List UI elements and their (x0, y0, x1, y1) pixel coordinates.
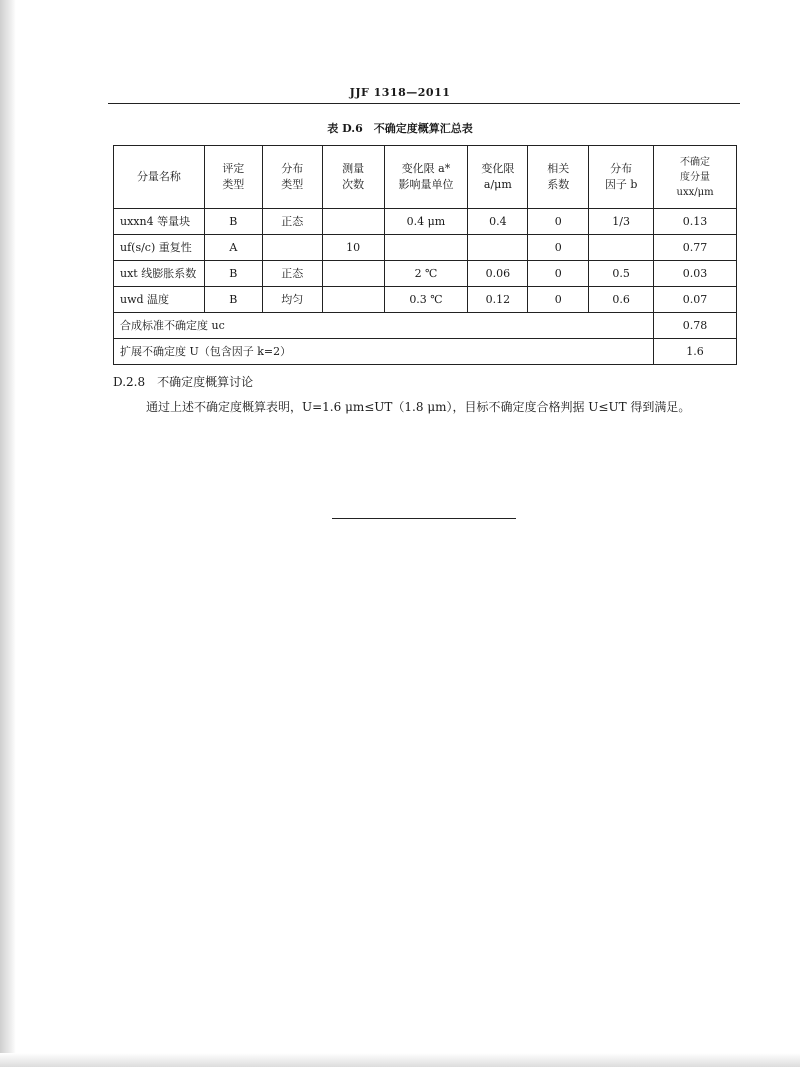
table-row (114, 235, 737, 261)
uncertainty-summary-table (113, 145, 737, 365)
cell-measurement-count (322, 287, 384, 313)
section-heading: D.2.8 不确定度概算讨论 (113, 375, 254, 389)
cell-distribution-type: 正态 (262, 261, 322, 287)
cell-variation-limit-um: 0.12 (468, 287, 528, 313)
cell-uncertainty-value: 0.77 (654, 235, 737, 261)
cell-distribution-type (262, 235, 322, 261)
cell-variation-limit-unit: 0.3 ℃ (384, 287, 468, 313)
table-caption: 表 D.6 不确定度概算汇总表 (327, 122, 473, 135)
cell-measurement-count (322, 209, 384, 235)
cell-measurement-count: 10 (322, 235, 384, 261)
cell-component-name: uxt 线膨胀系数 (114, 261, 205, 287)
cell-uncertainty-value: 0.03 (654, 261, 737, 287)
cell-distribution-factor: 0.5 (589, 261, 654, 287)
cell-distribution-type: 均匀 (262, 287, 322, 313)
header-component-name: 分量名称 (114, 146, 205, 209)
cell-measurement-count (322, 261, 384, 287)
scan-shadow-left (0, 0, 16, 1067)
header-evaluation-type: 评定 类型 (204, 146, 262, 209)
cell-correlation: 0 (528, 235, 589, 261)
header-measurement-count: 测量 次数 (322, 146, 384, 209)
cell-variation-limit-unit: 2 ℃ (384, 261, 468, 287)
header-rule (108, 103, 740, 104)
cell-variation-limit-unit (384, 235, 468, 261)
discussion-paragraph: 通过上述不确定度概算表明，U=1.6 μm≤UT（1.8 μm），目标不确定度合格判据 U≤UT 得到满足。 (146, 400, 691, 414)
combined-uncertainty-label: 合成标准不确定度 uc (114, 313, 654, 339)
cell-uncertainty-value: 0.07 (654, 287, 737, 313)
document-code: JJF 1318—2011 (349, 86, 451, 99)
cell-distribution-factor (589, 235, 654, 261)
header-distribution-type: 分布 类型 (262, 146, 322, 209)
header-uncertainty-component: 不确定 度分量 uxx/μm (654, 146, 737, 209)
expanded-uncertainty-label: 扩展不确定度 U（包含因子 k=2） (114, 339, 654, 365)
cell-distribution-factor: 1/3 (589, 209, 654, 235)
cell-evaluation-type: B (204, 287, 262, 313)
cell-component-name: uxxn4 等量块 (114, 209, 205, 235)
cell-correlation: 0 (528, 209, 589, 235)
cell-variation-limit-um: 0.4 (468, 209, 528, 235)
cell-variation-limit-um: 0.06 (468, 261, 528, 287)
table-header-row (114, 146, 737, 209)
header-correlation-coefficient: 相关 系数 (528, 146, 589, 209)
cell-correlation: 0 (528, 261, 589, 287)
cell-variation-limit-unit: 0.4 μm (384, 209, 468, 235)
table-row (114, 287, 737, 313)
combined-uncertainty-row (114, 313, 737, 339)
cell-evaluation-type: B (204, 209, 262, 235)
cell-evaluation-type: B (204, 261, 262, 287)
table-row (114, 261, 737, 287)
end-rule (332, 518, 516, 519)
cell-distribution-factor: 0.6 (589, 287, 654, 313)
cell-evaluation-type: A (204, 235, 262, 261)
cell-variation-limit-um (468, 235, 528, 261)
header-variation-limit-unit: 变化限 a* 影响量单位 (384, 146, 468, 209)
cell-distribution-type: 正态 (262, 209, 322, 235)
header-variation-limit-um: 变化限 a/μm (468, 146, 528, 209)
scan-shadow-bottom (0, 1053, 800, 1067)
expanded-uncertainty-row (114, 339, 737, 365)
expanded-uncertainty-value: 1.6 (654, 339, 737, 365)
cell-correlation: 0 (528, 287, 589, 313)
combined-uncertainty-value: 0.78 (654, 313, 737, 339)
header-distribution-factor: 分布 因子 b (589, 146, 654, 209)
table-row (114, 209, 737, 235)
cell-component-name: uwd 温度 (114, 287, 205, 313)
cell-uncertainty-value: 0.13 (654, 209, 737, 235)
cell-component-name: uf(s/c) 重复性 (114, 235, 205, 261)
